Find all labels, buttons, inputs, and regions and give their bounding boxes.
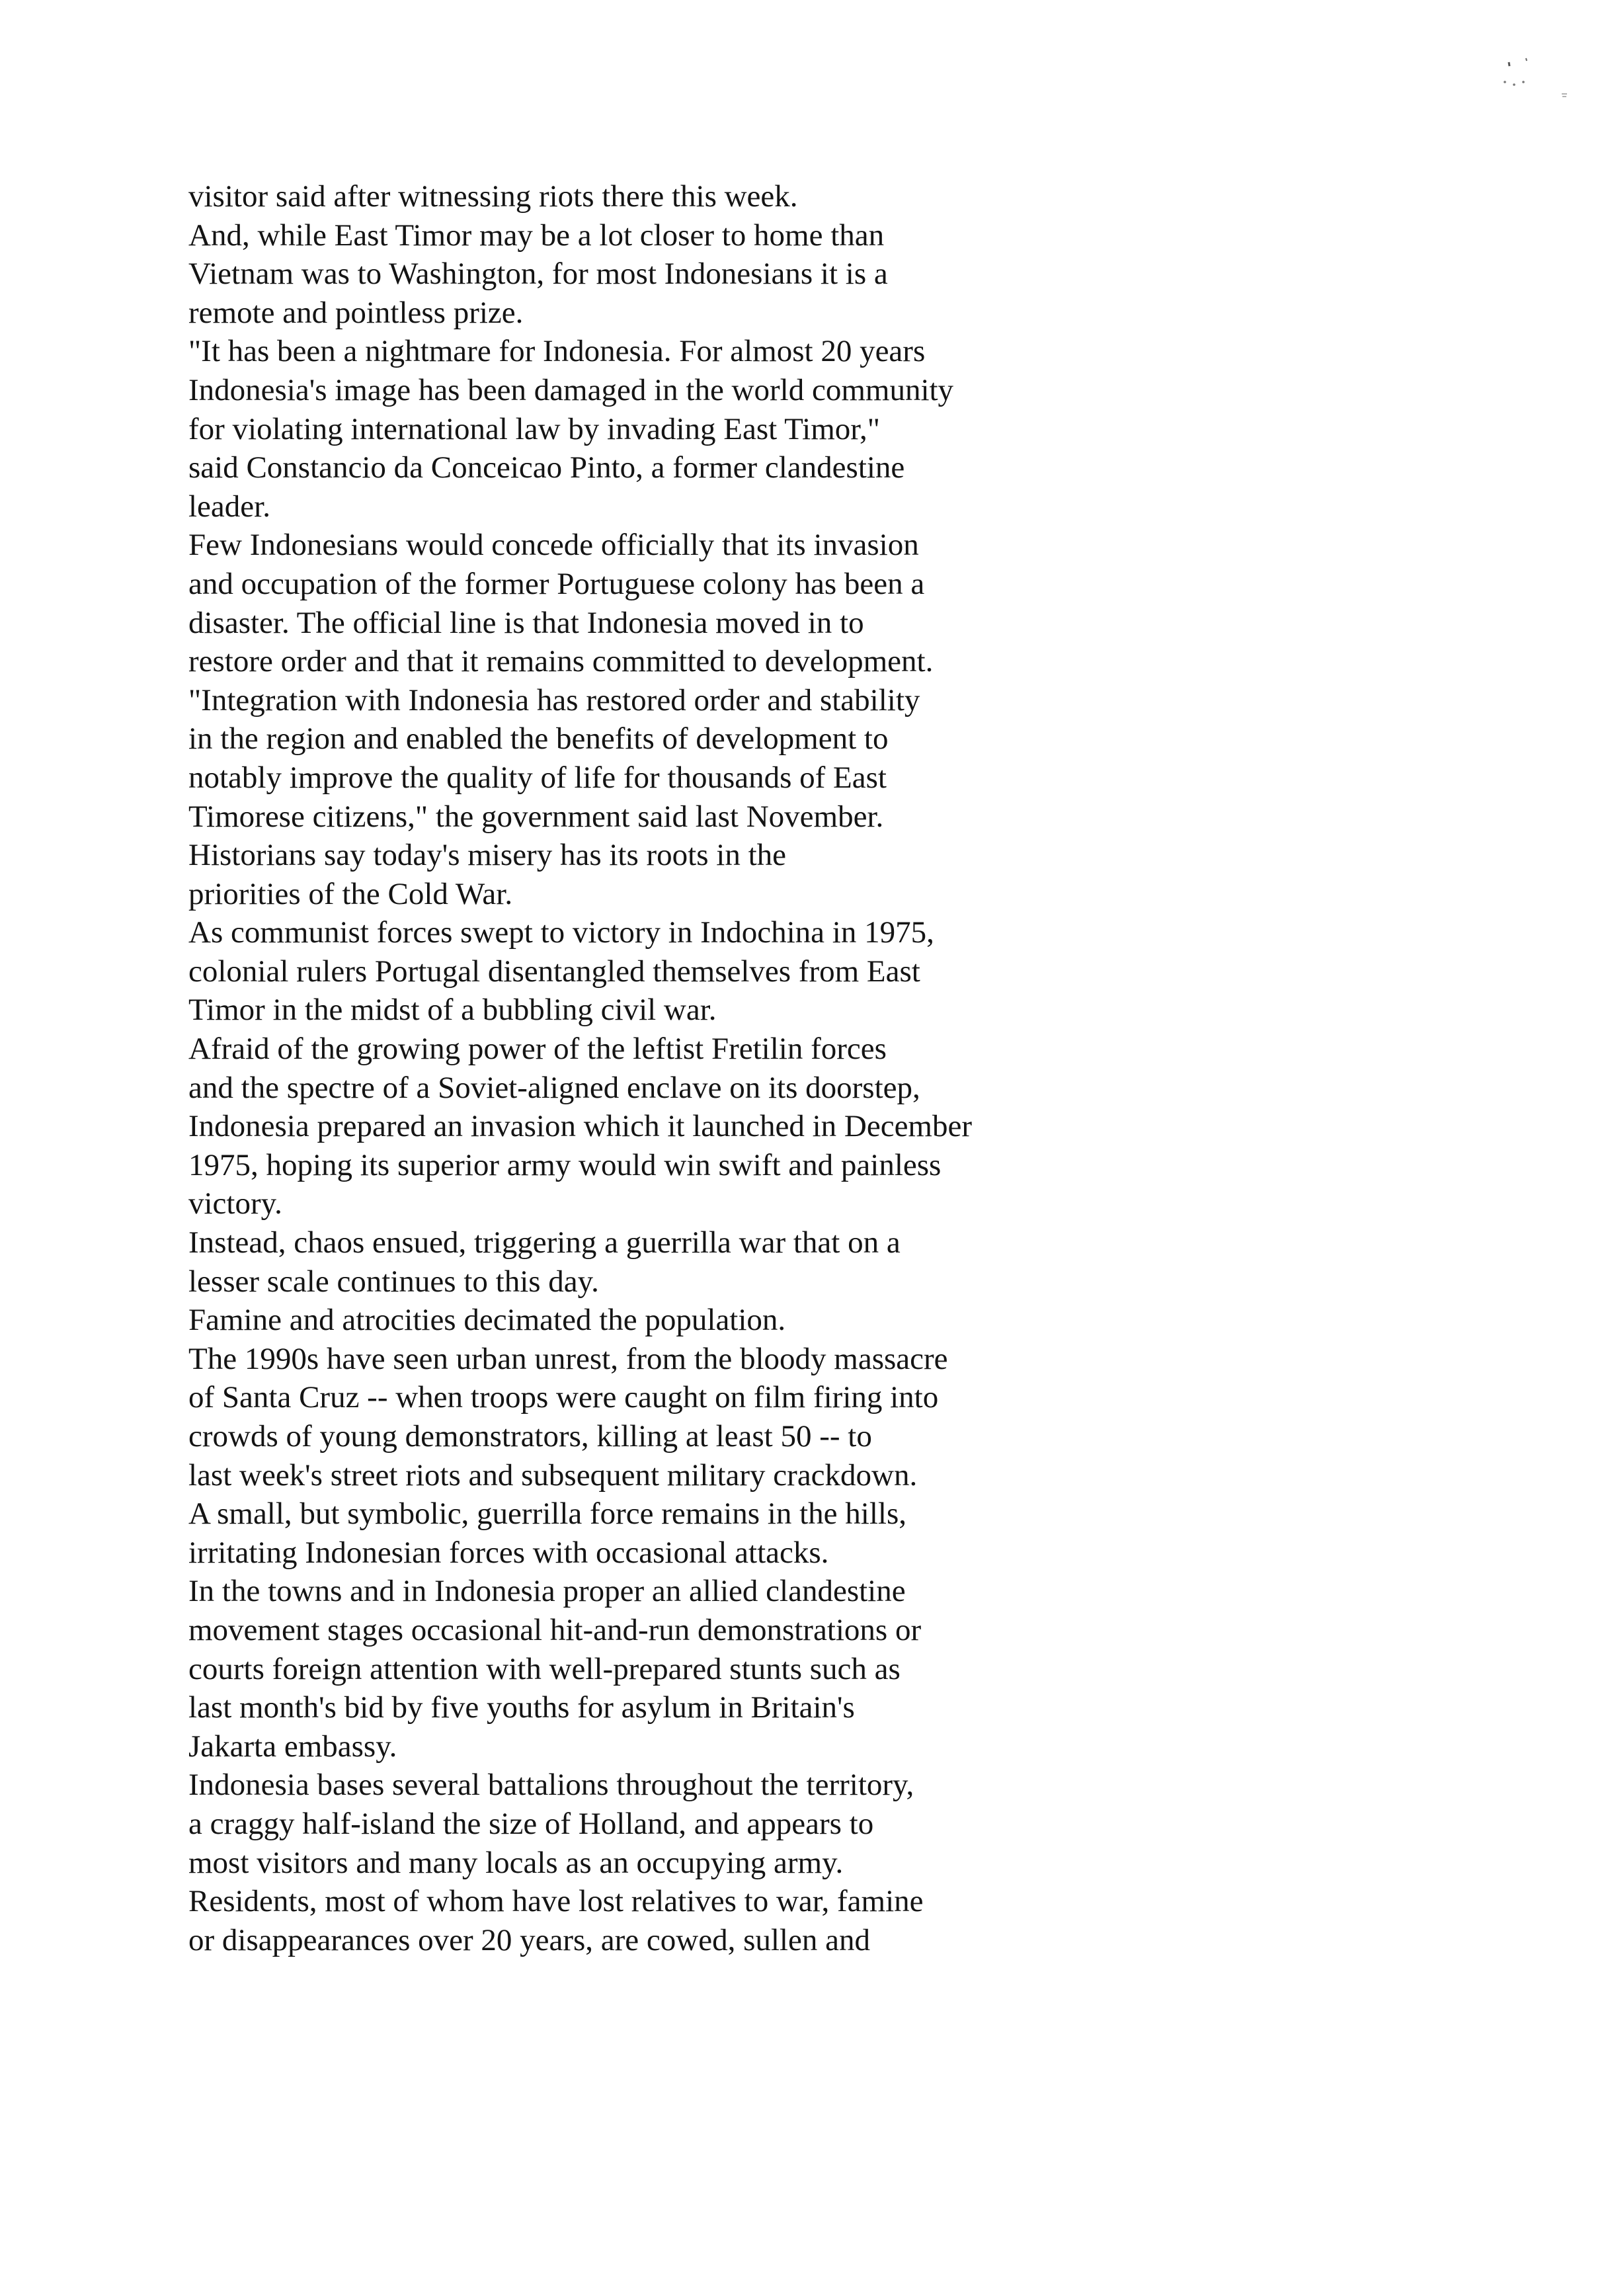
text-line: leader. bbox=[188, 489, 270, 524]
text-line: disaster. The official line is that Indonesia moved in to bbox=[188, 605, 864, 640]
text-line: Indonesia prepared an invasion which it launched in December bbox=[188, 1109, 973, 1144]
text-line: Historians say today's misery has its roots in the bbox=[188, 838, 786, 873]
text-line: of Santa Cruz -- when troops were caught on film firing into bbox=[188, 1380, 939, 1415]
text-line: The 1990s have seen urban unrest, from the bloody massacre bbox=[188, 1341, 948, 1376]
text-line: As communist forces swept to victory in Indochina in 1975, bbox=[188, 915, 934, 950]
text-line: Timorese citizens," the government said last November. bbox=[188, 799, 884, 834]
text-line: Indonesia bases several battalions throughout the territory, bbox=[188, 1768, 914, 1803]
text-line: last week's street riots and subsequent military crackdown. bbox=[188, 1457, 918, 1493]
text-line: victory. bbox=[188, 1186, 282, 1221]
text-line: irritating Indonesian forces with occasional attacks. bbox=[188, 1535, 829, 1570]
text-line: "It has been a nightmare for Indonesia. For almost 20 years bbox=[188, 334, 926, 369]
text-line: for violating international law by invading East Timor," bbox=[188, 411, 880, 446]
article-text-body bbox=[188, 177, 1273, 1959]
text-line: Few Indonesians would concede officially that its invasion bbox=[188, 528, 919, 563]
text-line: or disappearances over 20 years, are cowed, sullen and bbox=[188, 1922, 870, 1957]
text-line: Indonesia's image has been damaged in the world community bbox=[188, 372, 954, 407]
text-line: Jakarta embassy. bbox=[188, 1729, 397, 1764]
text-line: Vietnam was to Washington, for most Indonesians it is a bbox=[188, 257, 888, 292]
text-line: priorities of the Cold War. bbox=[188, 876, 513, 911]
text-line: Instead, chaos ensued, triggering a guerrilla war that on a bbox=[188, 1225, 901, 1260]
text-line: courts foreign attention with well-prepared stunts such as bbox=[188, 1651, 901, 1686]
text-line: movement stages occasional hit-and-run demonstrations or bbox=[188, 1612, 922, 1647]
text-line: A small, but symbolic, guerrilla force remains in the hills, bbox=[188, 1496, 907, 1532]
text-line: crowds of young demonstrators, killing at least 50 -- to bbox=[188, 1419, 872, 1454]
text-line: remote and pointless prize. bbox=[188, 295, 524, 330]
text-line: restore order and that it remains committed to development. bbox=[188, 644, 934, 679]
text-line: 1975, hoping its superior army would win swift and painless bbox=[188, 1147, 942, 1182]
text-line: and occupation of the former Portuguese colony has been a bbox=[188, 566, 925, 601]
text-line: Timor in the midst of a bubbling civil war. bbox=[188, 993, 717, 1028]
text-line: most visitors and many locals as an occupying army. bbox=[188, 1845, 844, 1880]
text-line: in the region and enabled the benefits of development to bbox=[188, 721, 889, 757]
scan-speck-marks bbox=[1501, 53, 1580, 112]
text-line: last month's bid by five youths for asylum in Britain's bbox=[188, 1690, 855, 1725]
text-line: lesser scale continues to this day. bbox=[188, 1264, 599, 1299]
text-line: Residents, most of whom have lost relatives to war, famine bbox=[188, 1884, 924, 1919]
text-line: notably improve the quality of life for thousands of East bbox=[188, 760, 887, 795]
text-line: visitor said after witnessing riots there this week. bbox=[188, 179, 798, 214]
text-line: "Integration with Indonesia has restored order and stability bbox=[188, 682, 920, 718]
text-line: and the spectre of a Soviet-aligned enclave on its doorstep, bbox=[188, 1070, 920, 1105]
text-line: In the towns and in Indonesia proper an allied clandestine bbox=[188, 1574, 906, 1609]
text-line: Famine and atrocities decimated the population. bbox=[188, 1303, 786, 1338]
text-line: And, while East Timor may be a lot closer to home than bbox=[188, 218, 885, 253]
text-line: Afraid of the growing power of the leftist Fretilin forces bbox=[188, 1032, 887, 1067]
text-line: a craggy half-island the size of Holland, and appears to bbox=[188, 1806, 874, 1841]
text-line: colonial rulers Portugal disentangled themselves from East bbox=[188, 954, 920, 989]
text-line: said Constancio da Conceicao Pinto, a former clandestine bbox=[188, 450, 905, 485]
